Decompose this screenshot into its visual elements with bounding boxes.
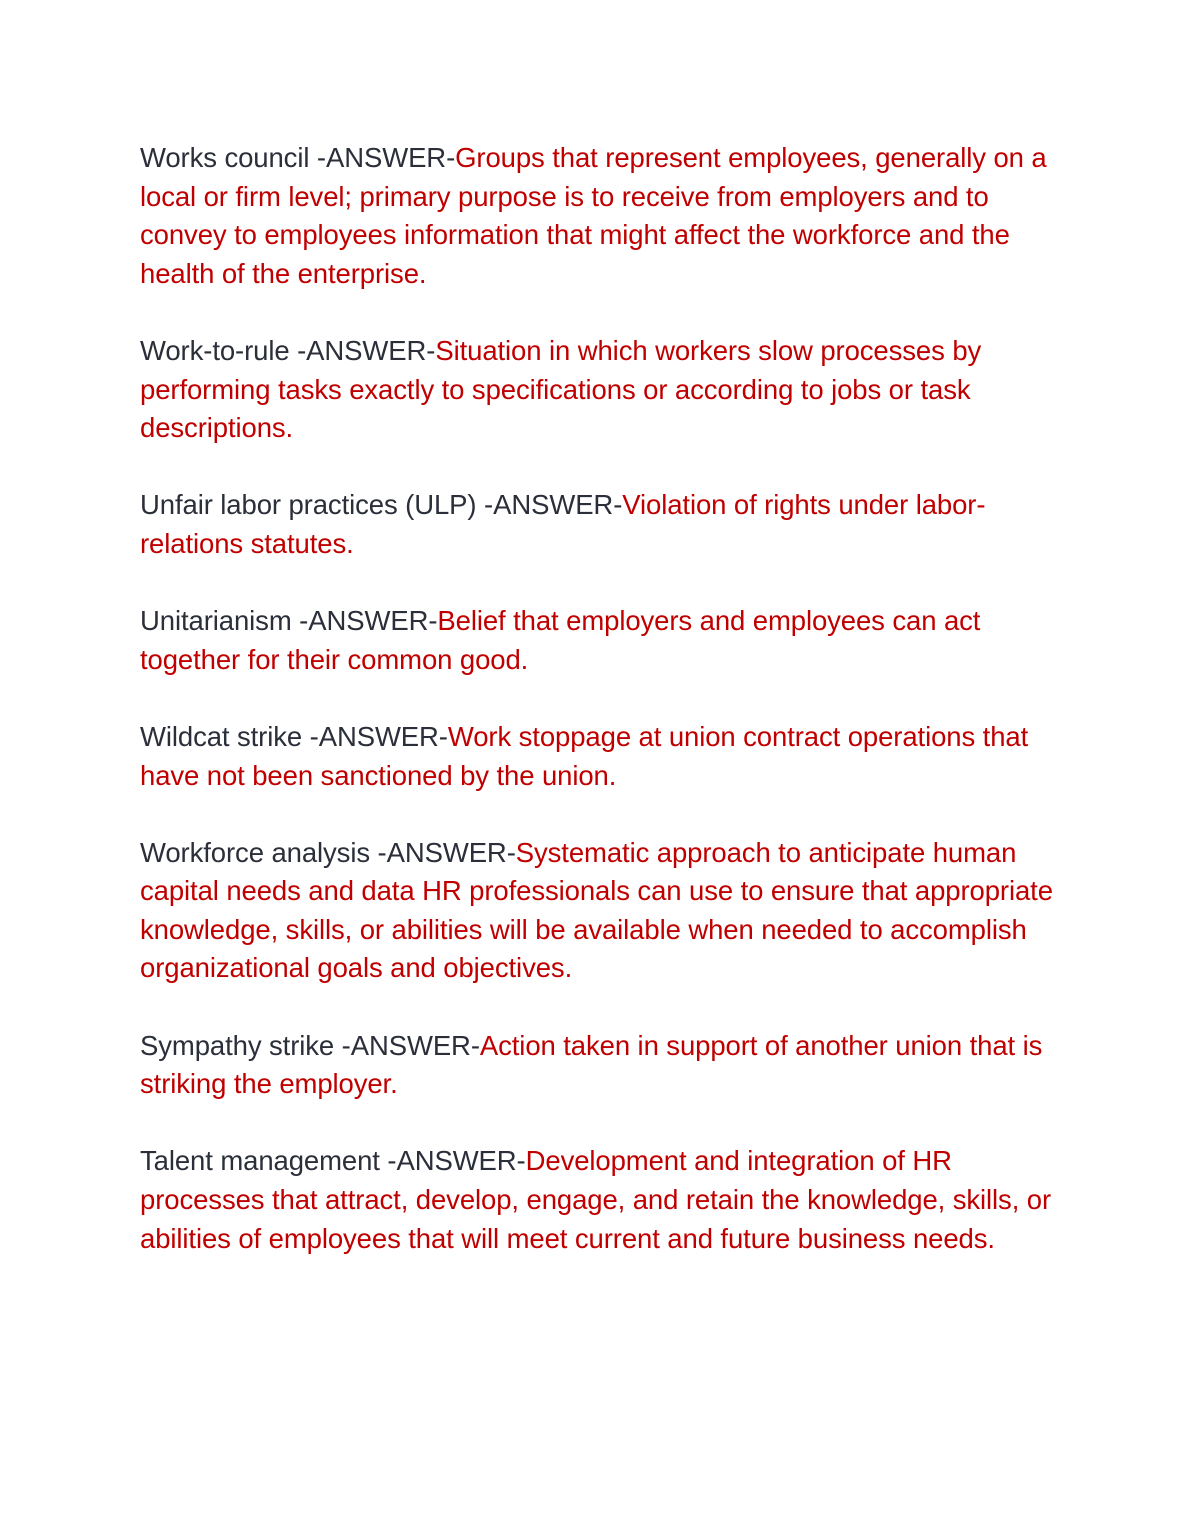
entry-term: Workforce analysis: [140, 836, 378, 868]
answer-separator: -ANSWER-: [309, 720, 448, 752]
answer-separator: -ANSWER-: [341, 1029, 480, 1061]
entry-definition: Situation in which workers slow processes by performing tasks exactly to specifications or according to jobs or task descriptions.: [140, 334, 982, 444]
entry-term: Unfair labor practices (ULP): [140, 489, 485, 521]
entry-term: Wildcat strike: [140, 720, 310, 752]
entry-term: Sympathy strike: [140, 1029, 342, 1061]
answer-separator: -ANSWER-: [484, 489, 623, 521]
answer-separator: -ANSWER-: [387, 1145, 526, 1177]
answer-separator: -ANSWER-: [299, 605, 438, 637]
entry-definition: Work stoppage at union contract operations that have not been sanctioned by the union.: [140, 720, 1029, 791]
entry-term: Unitarianism: [140, 605, 300, 637]
entry-definition: Belief that employers and employees can act together for their common good.: [140, 605, 981, 675]
answer-separator: -ANSWER-: [297, 334, 436, 366]
entry-term: Works council: [140, 142, 317, 173]
entry-definition: Development and integration of HR processes that attract, develop, engage, and retain the knowledge, skills, or abilities of employees that will meet current and future business needs.: [140, 1145, 1052, 1254]
flashcard-entry: [140, 1027, 1070, 1104]
entry-term: Talent management: [140, 1145, 388, 1177]
flashcard-entry: [140, 834, 1070, 988]
flashcard-entry: [140, 1142, 1070, 1258]
flashcard-entry: [140, 332, 1070, 448]
flashcard-entry: [140, 718, 1070, 795]
entry-definition: Violation of rights under labor-relations statutes.: [140, 489, 986, 559]
answer-separator: -ANSWER-: [316, 142, 456, 173]
flashcard-list: [140, 139, 1070, 1297]
entry-definition: Groups that represent employees, generally on a local or firm level; primary purpose is to receive from employers and to convey to employees information that might affect the workforce and the health of the enterprise.: [140, 142, 1047, 289]
flashcard-entry: [140, 139, 1070, 293]
answer-separator: -ANSWER-: [377, 836, 516, 868]
entry-definition: Systematic approach to anticipate human capital needs and data HR professionals can use to ensure that appropriate knowledge, skills, or abilities will be available when needed to accomplish organizational goals and objectives.: [140, 836, 1053, 984]
flashcard-entry: [140, 602, 1070, 679]
entry-definition: Action taken in support of another union that is striking the employer.: [140, 1029, 1043, 1100]
flashcard-entry: [140, 486, 1070, 563]
entry-term: Work-to-rule: [140, 334, 298, 366]
